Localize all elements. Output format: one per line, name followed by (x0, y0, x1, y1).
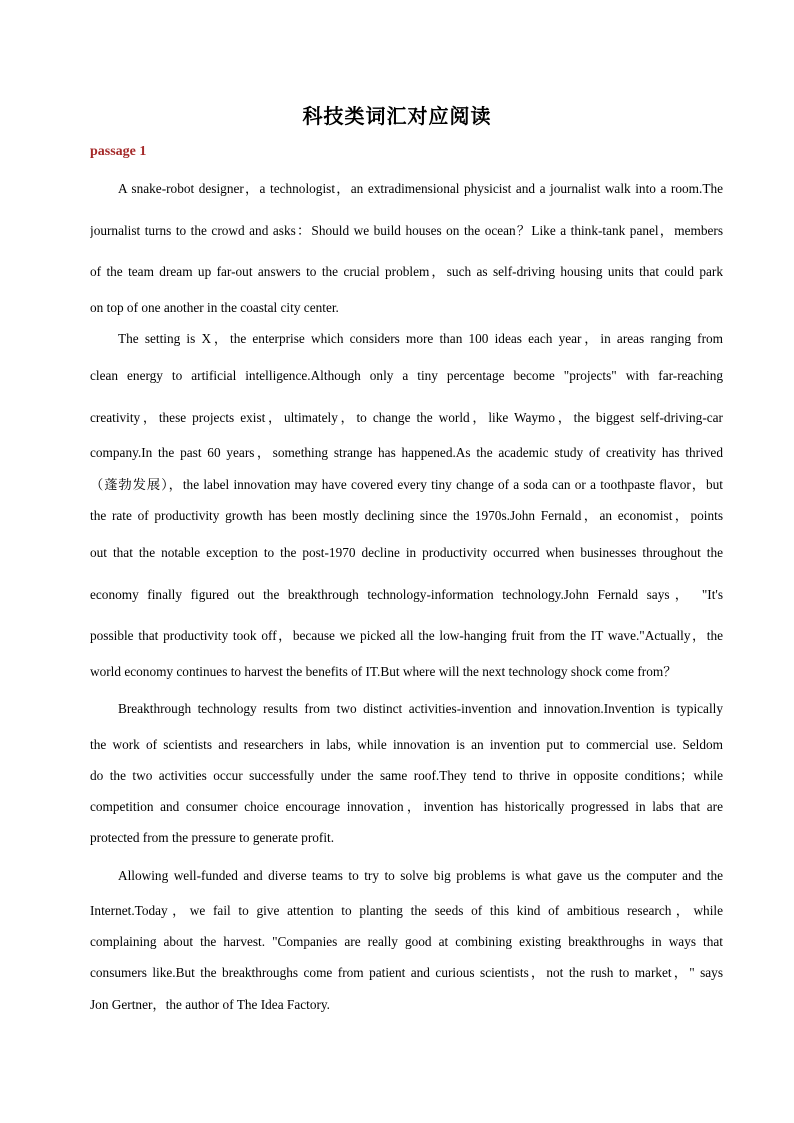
text-line: protected from the pressure to generate profit. (90, 830, 335, 845)
text-line: of the team dream up far-out answers to the crucial problem，such as self-driving housing units that could park (90, 264, 723, 279)
text-line: company.In the past 60 years，something strange has happened.As the academic study of creativity has thrived (90, 445, 723, 460)
text-line: Allowing well-funded and diverse teams to try to solve big problems is what gave us the computer and the (118, 868, 723, 883)
text-line: clean energy to artificial intelligence.Although only a tiny percentage become "projects" with far-reaching (90, 368, 723, 383)
text-line: complaining about the harvest. "Companies are really good at combining existing breakthroughs in ways that (90, 934, 723, 949)
section-label: passage 1 (90, 144, 147, 159)
text-line: A snake-robot designer，a technologist，an extradimensional physicist and a journalist walk into a room.The (118, 181, 723, 196)
text-line: the work of scientists and researchers in labs, while innovation is an invention put to commercial use. Seldom (90, 737, 723, 752)
text-line: the rate of productivity growth has been mostly declining since the 1970s.John Fernald，an economist，points (90, 508, 723, 523)
text-line: journalist turns to the crowd and asks：Should we build houses on the ocean？Like a think-tank panel，members (90, 223, 723, 238)
page-title: 科技类词汇对应阅读 (302, 104, 492, 128)
text-line: on top of one another in the coastal city center. (90, 300, 339, 315)
text-line: economy finally figured out the breakthrough technology-information technology.John Fernald says， "It's (90, 587, 723, 602)
text-line: world economy continues to harvest the benefits of IT.But where will the next technology shock come from？ (90, 664, 677, 679)
text-line: （蓬勃发展），the label innovation may have covered every tiny change of a soda can or a toothpaste flavor，but (90, 477, 723, 492)
text-line: out that the notable exception to the post-1970 decline in productivity occurred when businesses throughout the (90, 545, 723, 560)
text-line: The setting is X，the enterprise which considers more than 100 ideas each year，in areas ranging from (118, 331, 723, 346)
text-line: Internet.Today，we fail to give attention to planting the seeds of this kind of ambitious research，while (90, 903, 723, 918)
text-line: do the two activities occur successfully under the same roof.They tend to thrive in opposite conditions；while (90, 768, 723, 783)
text-line: Jon Gertner，the author of The Idea Factory. (90, 997, 330, 1012)
text-line: Breakthrough technology results from two distinct activities-invention and innovation.Invention is typically (118, 701, 723, 716)
text-line: consumers like.But the breakthroughs come from patient and curious scientists，not the rush to market，" says (90, 965, 723, 980)
text-line: creativity，these projects exist，ultimately，to change the world，like Waymo，the biggest self-driving-car (90, 410, 723, 425)
text-line: possible that productivity took off，because we picked all the low-hanging fruit from the IT wave."Actually，the (90, 628, 723, 643)
text-line: competition and consumer choice encourage innovation，invention has historically progressed in labs that are (90, 799, 723, 814)
